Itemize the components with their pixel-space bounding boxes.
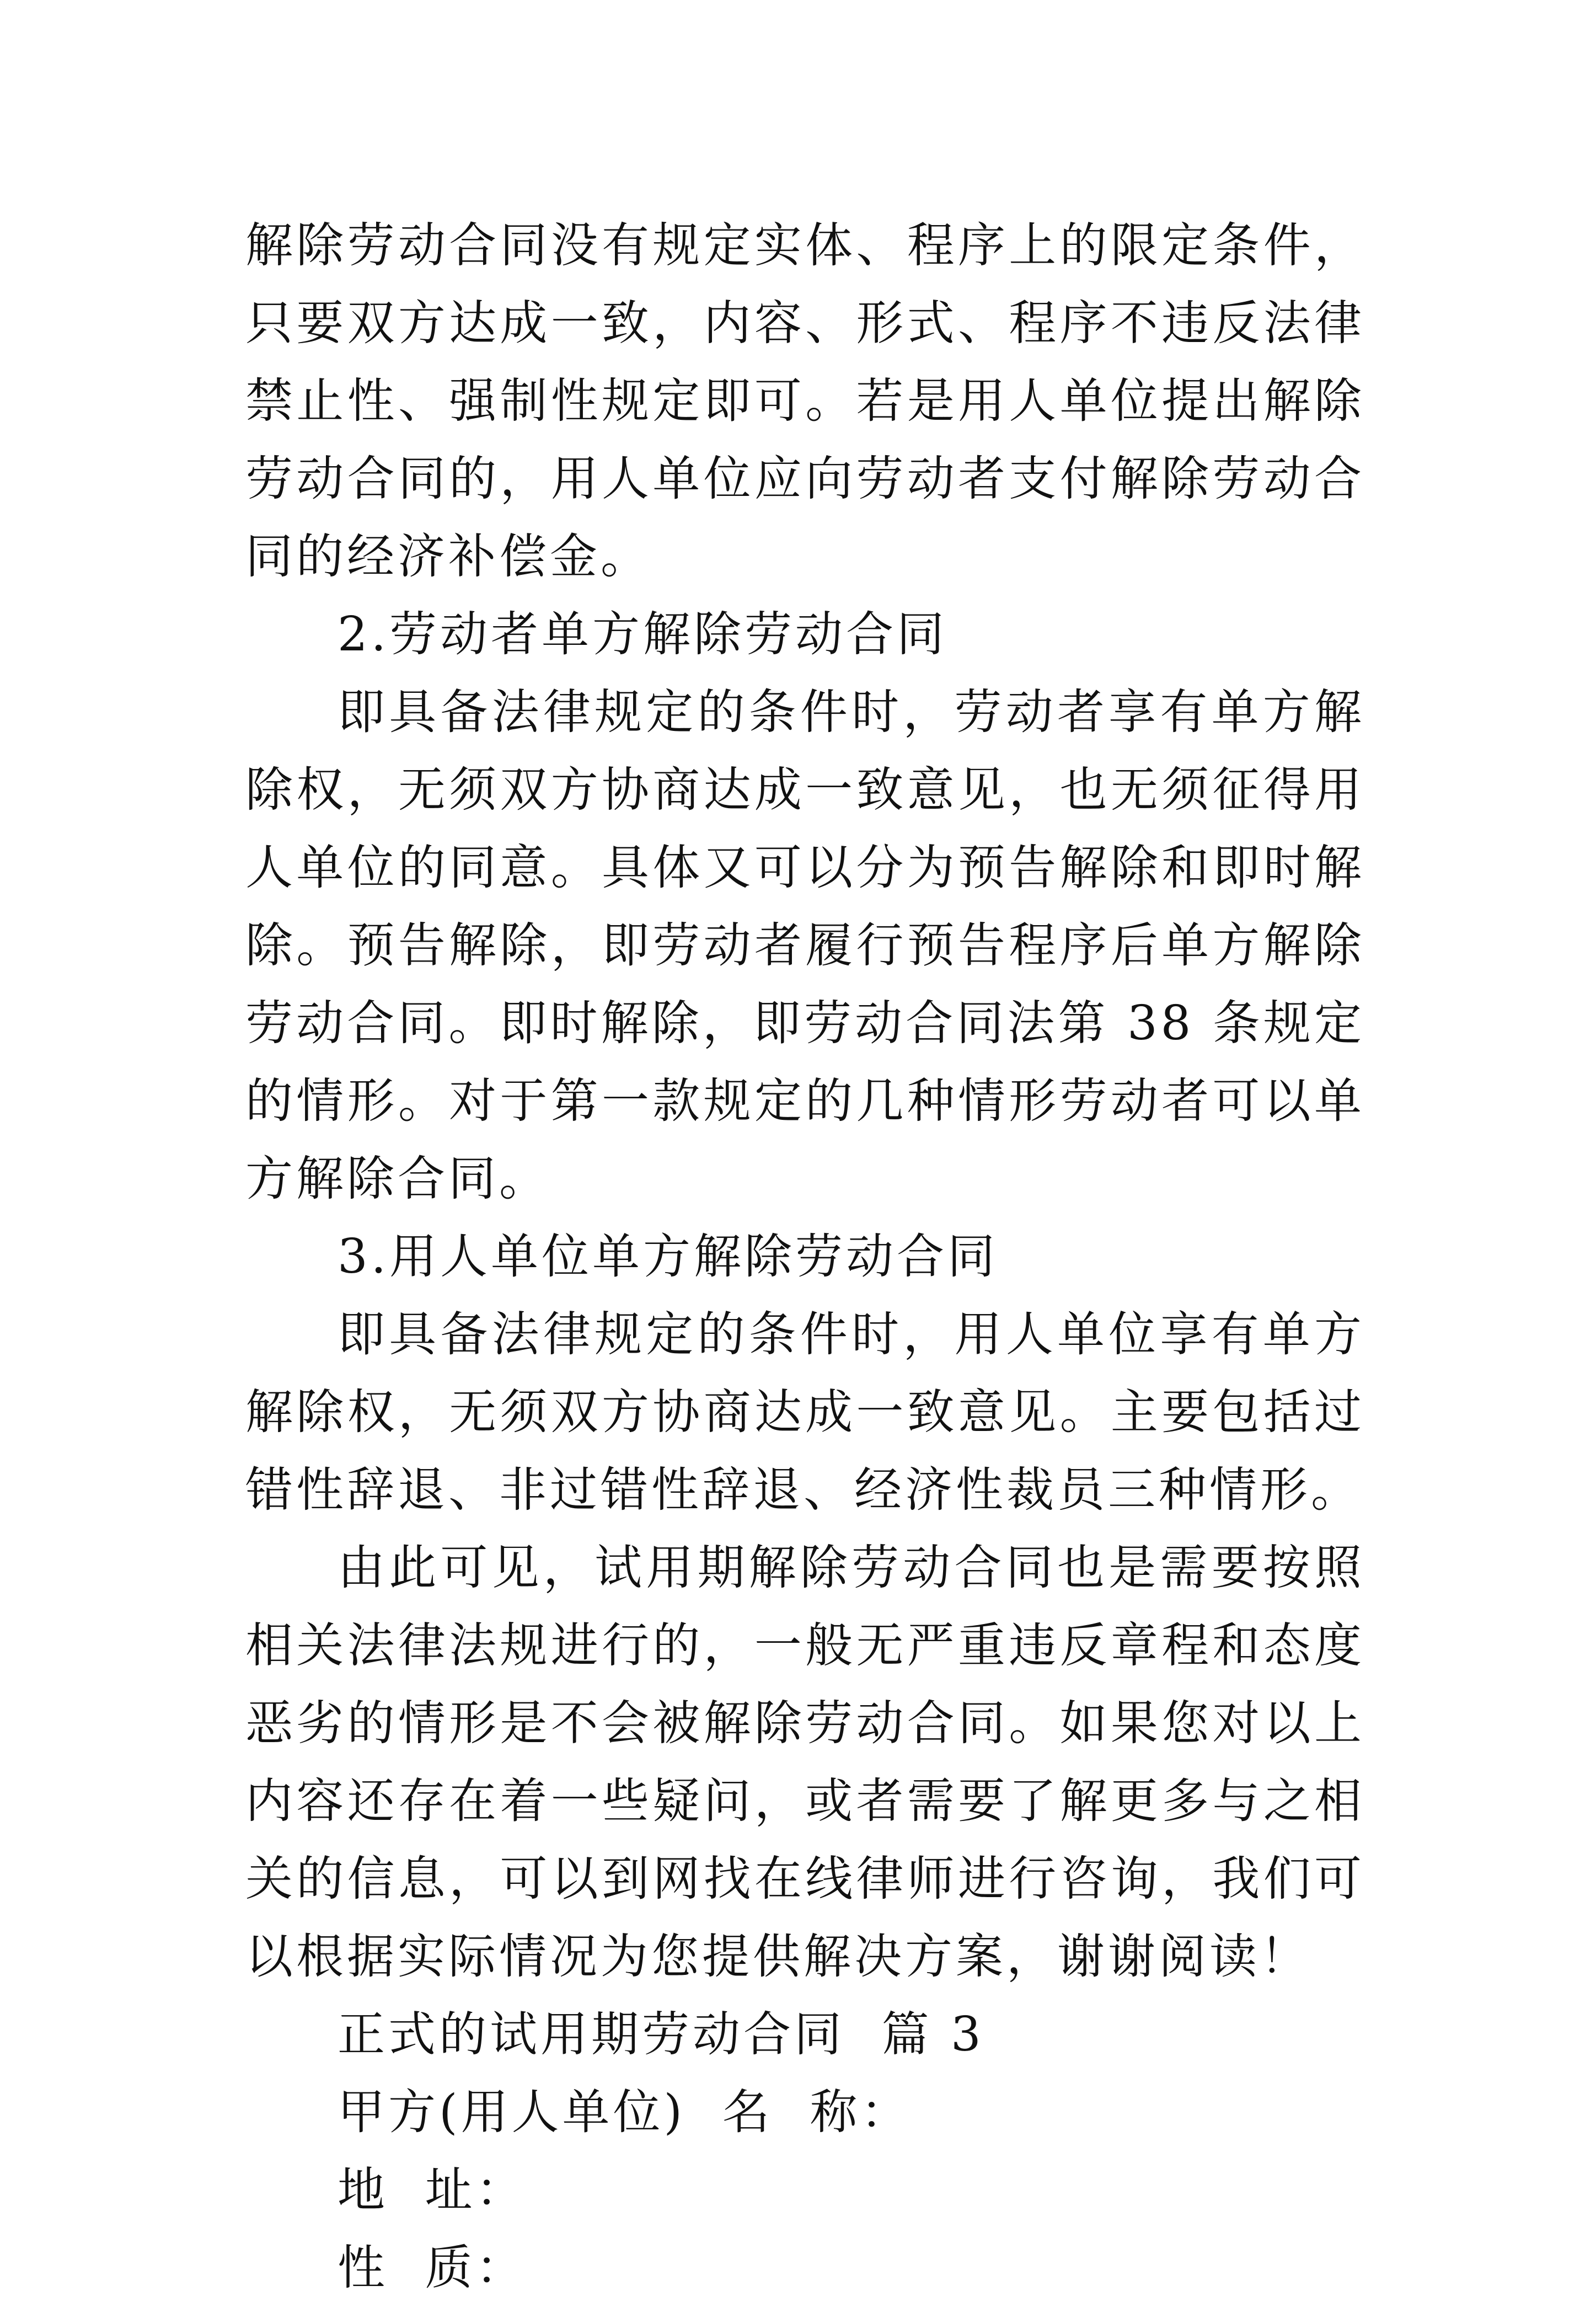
heading-employer-unilateral-termination: 3.用人单位单方解除劳动合同 (338, 1229, 999, 1284)
document-body (245, 207, 1365, 2307)
party-a-address-field: 地 址： (338, 2162, 527, 2218)
heading-employee-unilateral-termination: 2.劳动者单方解除劳动合同 (338, 607, 948, 662)
party-a-name-field: 甲方(用人单位) 名 称： (338, 2085, 912, 2140)
paragraph-termination-conditions: 解除劳动合同没有规定实体、程序上的限定条件，只要双方达成一致，内容、形式、程序不违反法律禁止性、强制性规定即可。若是用人单位提出解除劳动合同的，用人单位应向劳动者支付解除劳动合同的经济补偿金。 (245, 218, 1365, 584)
section-title-contract-3: 正式的试用期劳动合同 篇 3 (338, 2007, 984, 2062)
paragraph-employer-termination-details: 即具备法律规定的条件时，用人单位享有单方解除权，无须双方协商达成一致意见。主要包括过错性辞退、非过错性辞退、经济性裁员三种情形。 (245, 1307, 1365, 1518)
paragraph-conclusion: 由此可见，试用期解除劳动合同也是需要按照相关法律法规进行的，一般无严重违反章程和态度恶劣的情形是不会被解除劳动合同。如果您对以上内容还存在着一些疑问，或者需要了解更多与之相关的信息，可以到网找在线律师进行咨询，我们可以根据实际情况为您提供解决方案，谢谢阅读！ (245, 1540, 1365, 1984)
party-a-nature-field: 性 质： (338, 2240, 527, 2295)
paragraph-employee-termination-details: 即具备法律规定的条件时，劳动者享有单方解除权，无须双方协商达成一致意见，也无须征得用人单位的同意。具体又可以分为预告解除和即时解除。预告解除，即劳动者履行预告程序后单方解除劳动合同。即时解除，即劳动合同法第 38 条规定的情形。对于第一款规定的几种情形劳动者可以单方解除合同。 (245, 685, 1365, 1206)
